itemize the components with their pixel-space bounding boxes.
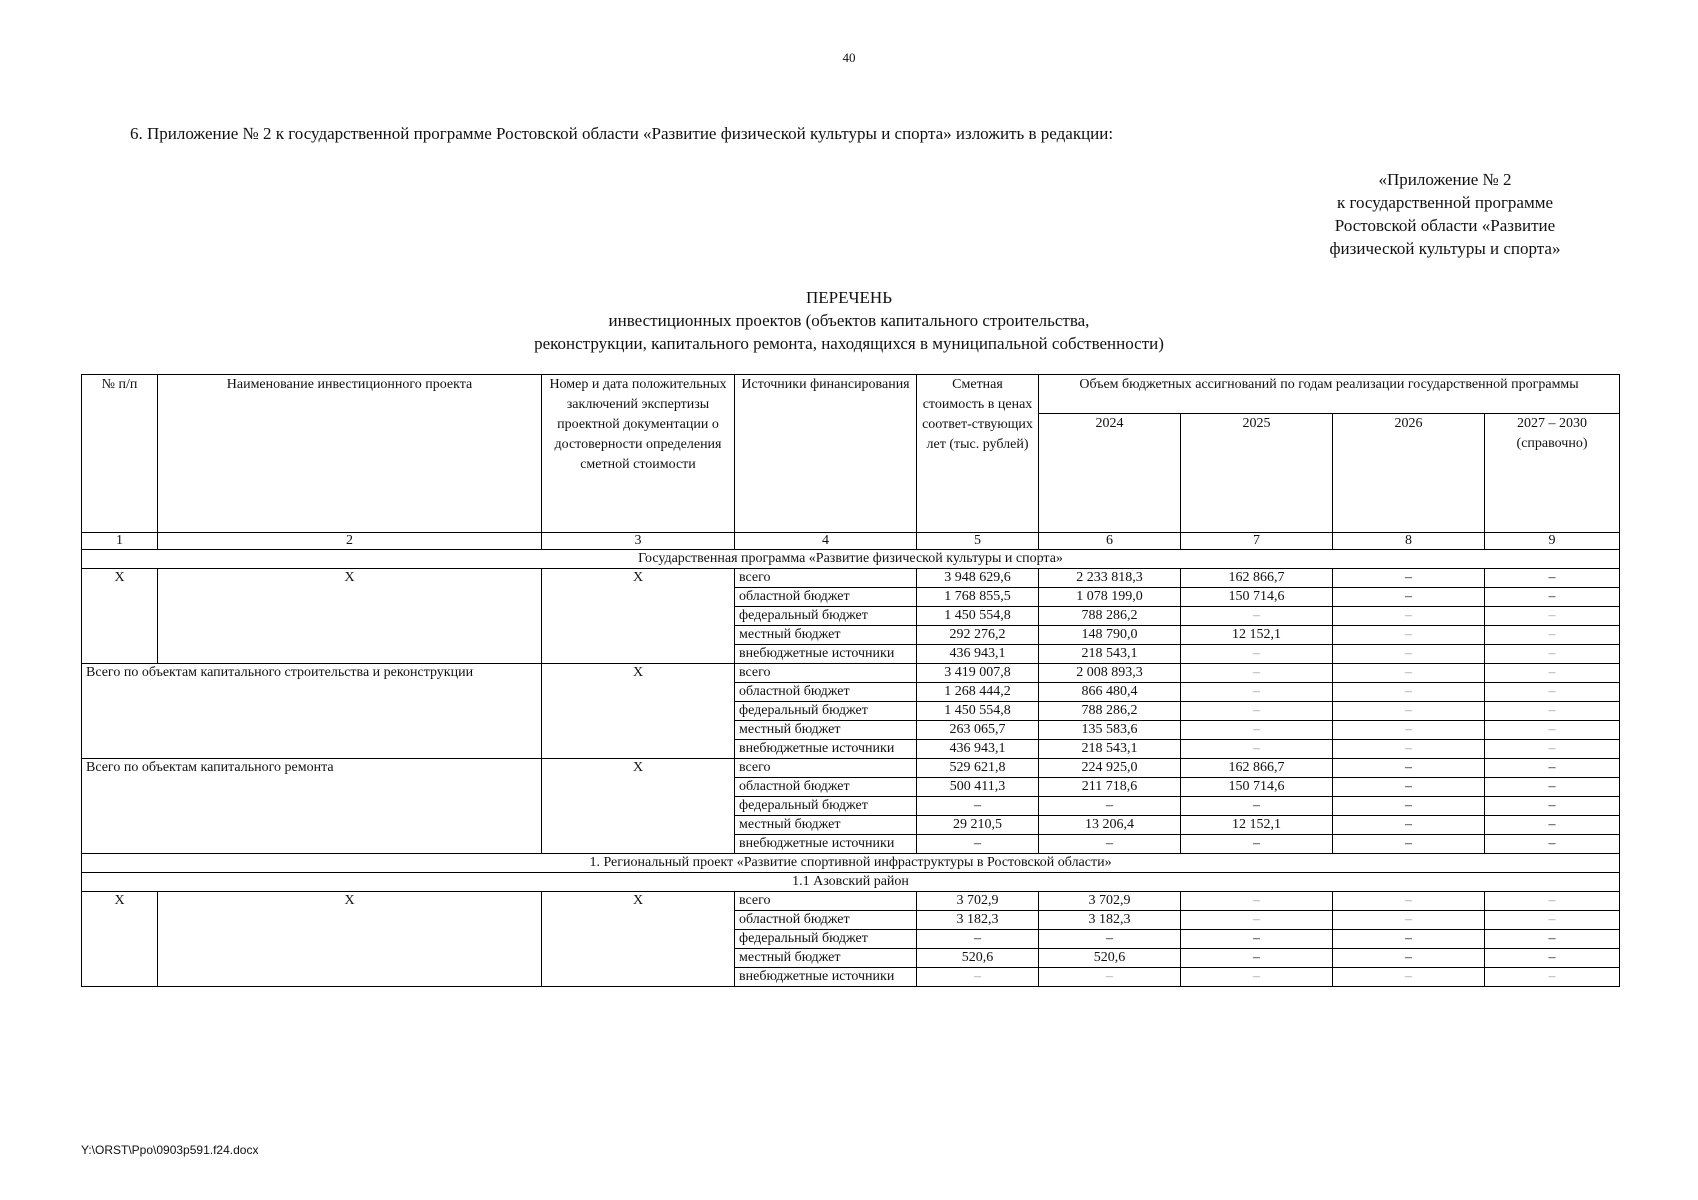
value-cell: 150 714,6 [1181,778,1333,797]
value-cell: – [917,835,1039,854]
value-cell: – [1039,968,1181,987]
source-cell: всего [735,892,917,911]
value-cell: – [1333,930,1485,949]
column-number: 6 [1039,533,1181,550]
program-title: Государственная программа «Развитие физической культуры и спорта» [82,550,1620,569]
source-cell: федеральный бюджет [735,702,917,721]
value-cell: 3 182,3 [917,911,1039,930]
value-cell: – [1333,740,1485,759]
value-cell: – [1181,835,1333,854]
section-row-regional-project [82,854,1620,873]
intro-paragraph: 6. Приложение № 2 к государственной программе Ростовской области «Развитие физической культуры и спорта» изложить в редакции: [130,124,1114,143]
value-cell: 211 718,6 [1039,778,1181,797]
value-cell: 12 152,1 [1181,816,1333,835]
attachment-line: «Приложение № 2 [1378,170,1512,189]
value-cell: – [1485,588,1620,607]
header-year-2024: 2024 [1039,414,1181,533]
value-cell: 13 206,4 [1039,816,1181,835]
expertise-cell: X [542,664,735,759]
heading-line: инвестиционных проектов (объектов капитального строительства, [608,311,1090,330]
value-cell: – [1485,797,1620,816]
value-cell: – [1181,607,1333,626]
value-cell: 292 276,2 [917,626,1039,645]
value-cell: – [1181,740,1333,759]
value-cell: 436 943,1 [917,645,1039,664]
attachment-note [1295,168,1595,260]
source-cell: всего [735,664,917,683]
value-cell: 12 152,1 [1181,626,1333,645]
investment-projects-table [81,374,1620,987]
value-cell: 529 621,8 [917,759,1039,778]
value-cell: – [1485,968,1620,987]
attachment-line: к государственной программе [1336,193,1554,212]
value-cell: 500 411,3 [917,778,1039,797]
value-cell: – [1485,607,1620,626]
value-cell: – [1181,702,1333,721]
district-title: 1.1 Азовский район [82,873,1620,892]
value-cell: – [1333,569,1485,588]
source-cell: местный бюджет [735,626,917,645]
value-cell: – [1485,645,1620,664]
value-cell: 866 480,4 [1039,683,1181,702]
source-cell: областной бюджет [735,911,917,930]
value-cell: – [1181,797,1333,816]
value-cell: – [1485,721,1620,740]
column-number: 9 [1485,533,1620,550]
value-cell: – [1333,816,1485,835]
value-cell: 29 210,5 [917,816,1039,835]
value-cell: – [917,968,1039,987]
header-sources: Источники финансирования [735,375,917,533]
value-cell: – [1333,892,1485,911]
value-cell: – [917,797,1039,816]
value-cell: – [1485,835,1620,854]
value-cell: – [1333,721,1485,740]
project-name-cell: X [158,892,542,987]
value-cell: – [1485,949,1620,968]
investment-table-wrap [81,374,1619,987]
value-cell: 263 065,7 [917,721,1039,740]
heading-line: реконструкции, капитального ремонта, находящихся в муниципальной собственности) [534,334,1164,353]
expertise-cell: X [542,759,735,854]
value-cell: – [1181,683,1333,702]
source-cell: местный бюджет [735,721,917,740]
column-number: 7 [1181,533,1333,550]
value-cell: – [1333,949,1485,968]
value-cell: 520,6 [1039,949,1181,968]
header-year-2027-2030: 2027 – 2030 (справочно) [1485,414,1620,533]
value-cell: 150 714,6 [1181,588,1333,607]
project-name-cell: X [158,569,542,664]
value-cell: – [1485,740,1620,759]
source-cell: внебюджетные источники [735,645,917,664]
value-cell: – [1181,949,1333,968]
source-cell: федеральный бюджет [735,607,917,626]
value-cell: – [1181,664,1333,683]
source-cell: местный бюджет [735,816,917,835]
value-cell: – [1181,645,1333,664]
value-cell: 788 286,2 [1039,607,1181,626]
attachment-line: Ростовской области «Развитие [1334,216,1556,235]
value-cell: – [1485,626,1620,645]
heading-title: ПЕРЕЧЕНЬ [806,288,892,307]
header-project-name: Наименование инвестиционного проекта [158,375,542,533]
construction-total-label: Всего по объектам капитального строительства и реконструкции [82,664,542,759]
source-cell: областной бюджет [735,778,917,797]
value-cell: – [1333,759,1485,778]
value-cell: 162 866,7 [1181,569,1333,588]
file-path-footer: Y:\ORST\Ppo\0903p591.f24.docx [81,1143,259,1157]
expertise-cell: X [542,892,735,987]
value-cell: – [1485,664,1620,683]
value-cell: 1 450 554,8 [917,607,1039,626]
source-cell: федеральный бюджет [735,930,917,949]
section-row-program [82,550,1620,569]
value-cell: 162 866,7 [1181,759,1333,778]
value-cell: – [1039,930,1181,949]
column-number-row [82,533,1620,550]
value-cell: – [1333,702,1485,721]
value-cell: – [1039,835,1181,854]
attachment-line: физической культуры и спорта» [1329,239,1561,258]
value-cell: – [1181,930,1333,949]
column-number: 5 [917,533,1039,550]
value-cell: 3 182,3 [1039,911,1181,930]
value-cell: – [1333,911,1485,930]
value-cell: – [1485,569,1620,588]
value-cell: 3 702,9 [917,892,1039,911]
value-cell: 148 790,0 [1039,626,1181,645]
value-cell: – [1039,797,1181,816]
value-cell: – [1333,835,1485,854]
source-cell: местный бюджет [735,949,917,968]
table-row [82,664,1620,683]
value-cell: – [1485,683,1620,702]
header-estimated-cost: Сметная стоимость в ценах соответ-ствующих лет (тыс. рублей) [917,375,1039,533]
value-cell: – [1485,930,1620,949]
column-number: 3 [542,533,735,550]
page-number: 40 [842,50,856,65]
value-cell: – [1333,626,1485,645]
header-allocations-group: Объем бюджетных ассигнований по годам реализации государственной программы [1039,375,1620,414]
row-number-cell: X [82,892,158,987]
value-cell: 3 702,9 [1039,892,1181,911]
value-cell: – [1181,892,1333,911]
document-heading [0,286,1698,355]
value-cell: 135 583,6 [1039,721,1181,740]
column-number: 8 [1333,533,1485,550]
source-cell: областной бюджет [735,588,917,607]
repair-total-label: Всего по объектам капитального ремонта [82,759,542,854]
value-cell: – [1181,968,1333,987]
section-row-district [82,873,1620,892]
header-number: № п/п [82,375,158,533]
value-cell: 788 286,2 [1039,702,1181,721]
source-cell: внебюджетные источники [735,835,917,854]
source-cell: внебюджетные источники [735,968,917,987]
expertise-cell: X [542,569,735,664]
table-header-row [82,375,1620,414]
value-cell: 3 419 007,8 [917,664,1039,683]
column-number: 1 [82,533,158,550]
value-cell: – [1485,816,1620,835]
source-cell: областной бюджет [735,683,917,702]
value-cell: 218 543,1 [1039,740,1181,759]
value-cell: – [1485,759,1620,778]
source-cell: федеральный бюджет [735,797,917,816]
value-cell: – [1333,968,1485,987]
table-row [82,569,1620,588]
source-cell: всего [735,569,917,588]
value-cell: – [1333,664,1485,683]
value-cell: – [1485,778,1620,797]
value-cell: – [1333,607,1485,626]
regional-project-title: 1. Региональный проект «Развитие спортивной инфраструктуры в Ростовской области» [82,854,1620,873]
value-cell: 1 268 444,2 [917,683,1039,702]
value-cell: – [1485,702,1620,721]
value-cell: 1 078 199,0 [1039,588,1181,607]
value-cell: – [1181,911,1333,930]
value-cell: – [1181,721,1333,740]
column-number: 4 [735,533,917,550]
value-cell: 218 543,1 [1039,645,1181,664]
table-row [82,892,1620,911]
value-cell: – [1333,588,1485,607]
header-year-2026: 2026 [1333,414,1485,533]
value-cell: – [1485,892,1620,911]
value-cell: 1 450 554,8 [917,702,1039,721]
value-cell: 436 943,1 [917,740,1039,759]
value-cell: 2 233 818,3 [1039,569,1181,588]
source-cell: внебюджетные источники [735,740,917,759]
source-cell: всего [735,759,917,778]
value-cell: 1 768 855,5 [917,588,1039,607]
row-number-cell: X [82,569,158,664]
column-number: 2 [158,533,542,550]
header-expertise: Номер и дата положительных заключений экспертизы проектной документации о достоверности определения сметной стоимости [542,375,735,533]
table-row [82,759,1620,778]
value-cell: – [917,930,1039,949]
value-cell: 520,6 [917,949,1039,968]
value-cell: 2 008 893,3 [1039,664,1181,683]
value-cell: – [1333,797,1485,816]
header-year-2025: 2025 [1181,414,1333,533]
value-cell: – [1333,683,1485,702]
value-cell: – [1333,645,1485,664]
value-cell: 224 925,0 [1039,759,1181,778]
value-cell: – [1485,911,1620,930]
value-cell: 3 948 629,6 [917,569,1039,588]
value-cell: – [1333,778,1485,797]
